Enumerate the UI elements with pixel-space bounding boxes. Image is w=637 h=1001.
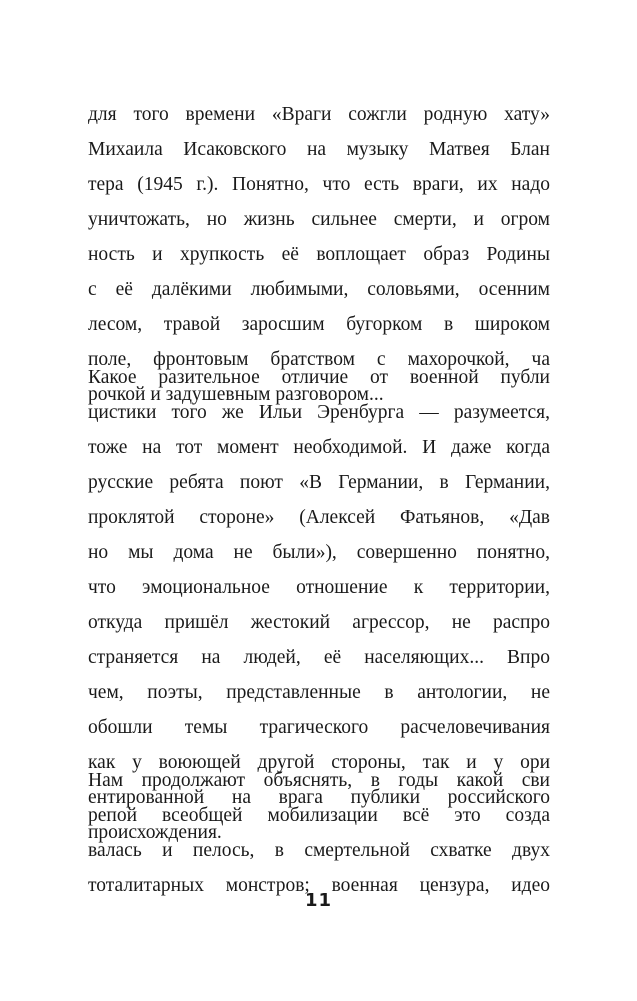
paragraph [88,763,550,903]
text-line: цистики того же Ильи Эренбурга — разумеется, [88,402,550,423]
text-line: что эмоциональное отношение к территории, [88,577,550,598]
text-line: происхождения. [88,822,222,843]
text-line: но мы дома не были»), совершенно понятно, [88,542,550,563]
text-line: чем, поэты, представленные в антологии, не [88,682,550,703]
text-line: Михаила Исаковского на музыку Матвея Блан [88,139,550,160]
text-line: ентированной на врага публики российского [88,787,550,808]
text-line: уничтожать, но жизнь сильнее смерти, и огром [88,209,550,230]
text-line: русские ребята поют «В Германии, в Германии, [88,472,550,493]
text-line: откуда пришёл жестокий агрессор, не распро [88,612,550,633]
text-line: обошли темы трагического расчеловечивания [88,717,550,738]
text-line: лесом, травой заросшим бугорком в широком [88,314,550,335]
text-line: тера (1945 г.). Понятно, что есть враги, их надо [88,174,550,195]
text-line: с её далёкими любимыми, соловьями, осенним [88,279,550,300]
text-line: страняется на людей, её населяющих... Впро [88,647,550,668]
text-line: для того времени «Враги сожгли родную хату» [88,104,550,125]
text-line: поле, фронтовым братством с махорочкой, ча [88,349,550,370]
text-line: валась и пелось, в смертельной схватке двух [88,840,550,861]
text-line: тоталитарных монстров; военная цензура, идео [88,875,550,896]
page-number: 11 [304,890,333,911]
text-line: Нам продолжают объяснять, в годы какой сви [88,770,550,791]
text-line: Какое разительное отличие от военной публи [88,367,550,388]
text-line: проклятой стороне» (Алексей Фатьянов, «Дав [88,507,550,528]
text-line: рочкой и задушевным разговором... [88,384,384,405]
text-line: репой всеобщей мобилизации всё это созда [88,805,550,826]
text-line: тоже на тот момент необходимой. И даже когда [88,437,550,458]
text-line: ность и хрупкость её воплощает образ Родины [88,244,550,265]
text-line: как у воюющей другой стороны, так и у ори [88,752,550,773]
